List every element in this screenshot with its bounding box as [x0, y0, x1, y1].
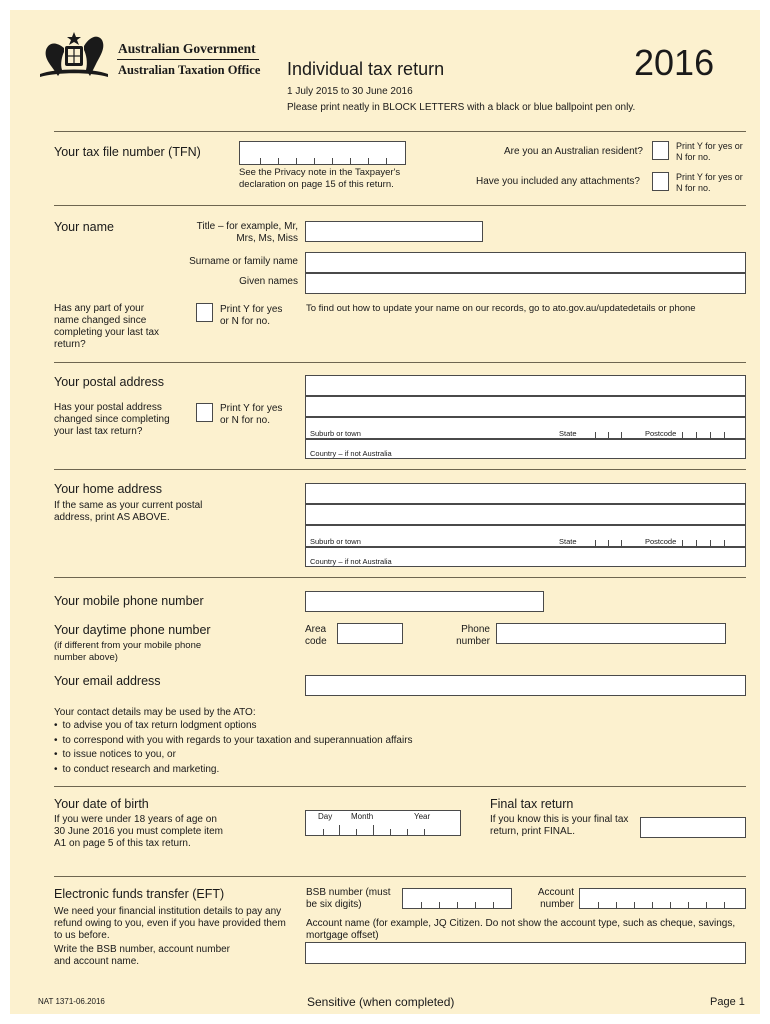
contact-usage-intro: Your contact details may be used by the ATO:	[54, 707, 256, 718]
bsb-label: BSB number (must be six digits)	[306, 887, 391, 910]
page-number: Page 1	[710, 996, 745, 1008]
given-names-input[interactable]	[305, 273, 746, 294]
section-divider	[54, 577, 746, 578]
mobile-phone-input[interactable]	[305, 591, 544, 612]
account-name-input[interactable]	[305, 942, 746, 964]
print-instruction: Please print neatly in BLOCK LETTERS with a black or blue ballpoint pen only.	[287, 102, 636, 113]
contact-usage-item: • to conduct research and marketing.	[54, 763, 413, 778]
header-logo-divider	[117, 59, 259, 60]
tax-return-page	[10, 10, 760, 1014]
home-address-label: Your home address	[54, 482, 162, 496]
dob-input[interactable]	[305, 810, 461, 836]
name-changed-question: Has any part of your name changed since completing your last tax return?	[54, 303, 160, 350]
home-state-label: State	[559, 537, 577, 546]
postal-changed-checkbox[interactable]	[196, 403, 213, 422]
home-suburb-label: Suburb or town	[310, 537, 361, 546]
home-address-line-1[interactable]	[305, 483, 746, 504]
home-address-hint: If the same as your current postal address, print AS ABOVE.	[54, 500, 203, 523]
section-divider	[54, 362, 746, 363]
contact-usage-item: • to advise you of tax return lodgment options	[54, 719, 413, 734]
eft-hint-write: Write the BSB number, account number and account name.	[54, 944, 231, 967]
postal-postcode-label: Postcode	[645, 429, 677, 438]
home-address-line-2[interactable]	[305, 504, 746, 525]
postal-changed-yn-hint: Print Y for yes or N for no.	[220, 403, 283, 426]
postal-state-label: State	[559, 429, 577, 438]
name-label: Your name	[54, 220, 114, 234]
ato-title: Australian Taxation Office	[118, 63, 261, 77]
government-title: Australian Government	[118, 41, 256, 56]
resident-question: Are you an Australian resident?	[504, 146, 643, 157]
section-divider	[54, 469, 746, 470]
area-code-label: Area code	[305, 624, 327, 647]
final-return-hint: If you know this is your final tax return, print FINAL.	[490, 814, 629, 837]
sensitive-notice: Sensitive (when completed)	[307, 995, 455, 1009]
resident-checkbox[interactable]	[652, 141, 669, 160]
form-code: NAT 1371-06.2016	[38, 997, 105, 1006]
account-number-label: Account number	[537, 887, 574, 910]
dob-label: Your date of birth	[54, 797, 149, 811]
home-country-field[interactable]	[305, 547, 746, 567]
postal-suburb-state-postcode-field[interactable]	[305, 417, 746, 439]
attachments-yn-hint: Print Y for yes or N for no.	[676, 172, 743, 193]
daytime-phone-hint: (if different from your mobile phone number above)	[54, 640, 202, 663]
form-title: Individual tax return	[287, 59, 445, 79]
account-number-input[interactable]	[579, 888, 746, 909]
update-name-note: To find out how to update your name on our records, go to ato.gov.au/updatedetails or phone	[306, 303, 696, 314]
postal-country-field[interactable]	[305, 439, 746, 459]
return-period: 1 July 2015 to 30 June 2016	[287, 86, 413, 97]
form-year: 2016	[634, 42, 715, 83]
surname-label: Surname or family name	[189, 256, 298, 267]
contact-usage-list	[54, 719, 413, 777]
title-label: Title – for example, Mr, Mrs, Ms, Miss	[196, 221, 298, 244]
name-changed-checkbox[interactable]	[196, 303, 213, 322]
dob-day-label: Day	[318, 812, 333, 821]
email-input[interactable]	[305, 675, 746, 696]
tfn-input[interactable]	[239, 141, 406, 165]
eft-hint-refund: We need your financial institution details to pay any refund owing to you, even if you have provided them to us before.	[54, 906, 286, 941]
email-label: Your email address	[54, 674, 161, 688]
eft-label: Electronic funds transfer (EFT)	[54, 887, 225, 901]
postal-country-label: Country – if not Australia	[310, 449, 392, 458]
final-return-label: Final tax return	[490, 797, 574, 811]
dob-month-label: Month	[351, 812, 374, 821]
name-changed-yn-hint: Print Y for yes or N for no.	[220, 304, 283, 327]
surname-input[interactable]	[305, 252, 746, 273]
account-name-label: Account name (for example, JQ Citizen. Do not show the account type, such as cheque, savings, mortgage offset)	[306, 918, 736, 941]
tfn-privacy-note: See the Privacy note in the Taxpayer's declaration on page 15 of this return.	[239, 167, 401, 190]
coat-of-arms-logo	[36, 30, 112, 82]
dob-year-label: Year	[414, 812, 431, 821]
section-divider	[54, 876, 746, 877]
daytime-phone-label: Your daytime phone number	[54, 623, 211, 637]
section-divider	[54, 786, 746, 787]
contact-usage-item: • to issue notices to you, or	[54, 748, 413, 763]
area-code-input[interactable]	[337, 623, 403, 644]
postal-address-line-2[interactable]	[305, 396, 746, 417]
mobile-phone-label: Your mobile phone number	[54, 594, 204, 608]
attachments-question: Have you included any attachments?	[476, 176, 640, 187]
section-divider	[54, 131, 746, 132]
attachments-checkbox[interactable]	[652, 172, 669, 191]
given-names-label: Given names	[239, 276, 298, 287]
home-postcode-label: Postcode	[645, 537, 677, 546]
phone-number-label: Phone number	[456, 624, 490, 647]
home-suburb-state-postcode-field[interactable]	[305, 525, 746, 547]
title-input[interactable]	[305, 221, 483, 242]
phone-number-input[interactable]	[496, 623, 726, 644]
final-return-input[interactable]	[640, 817, 746, 838]
section-divider	[54, 205, 746, 206]
dob-hint: If you were under 18 years of age on 30 June 2016 you must complete item A1 on page 5 of this tax return.	[54, 814, 223, 849]
postal-address-label: Your postal address	[54, 375, 165, 389]
home-country-label: Country – if not Australia	[310, 557, 392, 566]
contact-usage-item: • to correspond with you with regards to your taxation and superannuation affairs	[54, 734, 413, 749]
postal-changed-question: Has your postal address changed since completing your last tax return?	[54, 402, 170, 437]
bsb-input[interactable]	[402, 888, 512, 909]
postal-address-line-1[interactable]	[305, 375, 746, 396]
resident-yn-hint: Print Y for yes or N for no.	[676, 141, 743, 162]
tfn-label: Your tax file number (TFN)	[54, 145, 201, 159]
postal-suburb-label: Suburb or town	[310, 429, 361, 438]
